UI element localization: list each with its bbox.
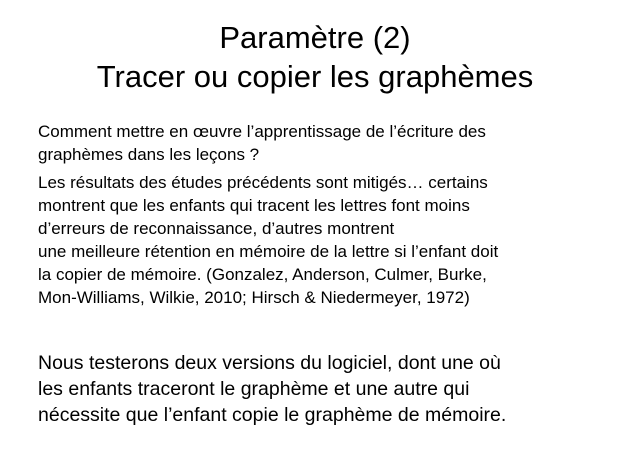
text-line: d’erreurs de reconnaissance, d’autres montrent [38, 219, 395, 238]
title-line-1: Paramètre (2) [219, 20, 411, 55]
slide-title [0, 18, 630, 96]
text-line: nécessite que l’enfant copie le graphème de mémoire. [38, 404, 507, 426]
text-line: graphèmes dans les leçons ? [38, 145, 260, 164]
text-line: Comment mettre en œuvre l’apprentissage de l’écriture des [38, 122, 486, 141]
text-line: la copier de mémoire. (Gonzalez, Anderson, Culmer, Burke, [38, 265, 487, 284]
text-line: une meilleure rétention en mémoire de la lettre si l’enfant doit [38, 242, 499, 261]
text-line: montrent que les enfants qui tracent les lettres font moins [38, 196, 470, 215]
text-line: les enfants traceront le graphème et une autre qui [38, 378, 470, 400]
results-paragraph [38, 171, 598, 309]
text-line: Les résultats des études précédents sont mitigés… certains [38, 173, 488, 192]
title-line-2: Tracer ou copier les graphèmes [96, 59, 534, 94]
text-line: Mon-Williams, Wilkie, 2010; Hirsch & Niedermeyer, 1972) [38, 288, 470, 307]
plan-paragraph [38, 350, 598, 428]
text-line: Nous testerons deux versions du logiciel, dont une où [38, 352, 501, 374]
question-paragraph [38, 120, 598, 166]
